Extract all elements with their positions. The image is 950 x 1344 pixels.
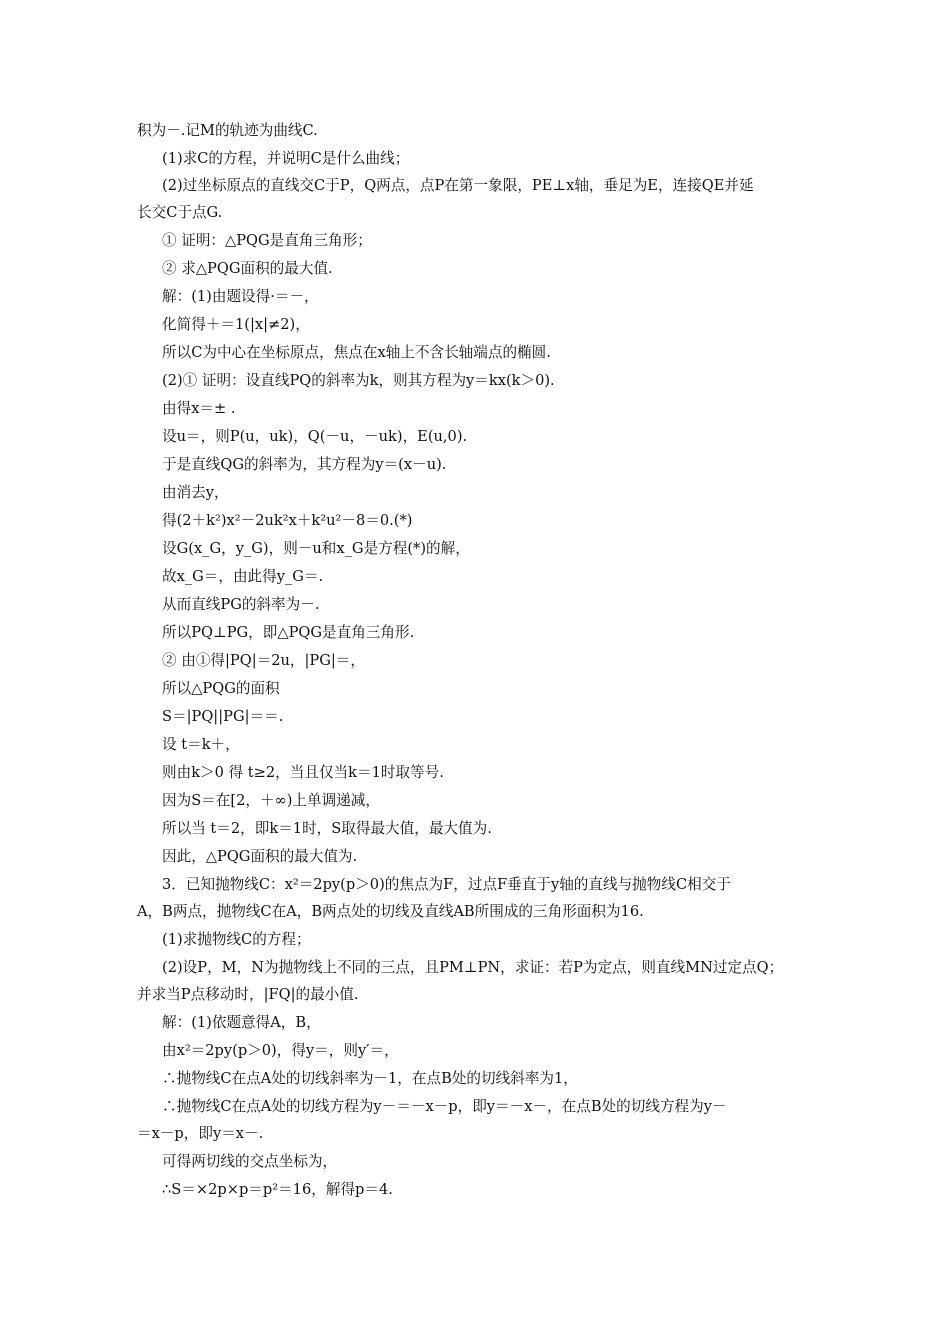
text-line: 所以当 t＝2，即k＝1时，S取得最大值，最大值为. <box>162 820 492 837</box>
text-line: 由得x＝± . <box>162 400 236 417</box>
text-line: (1)求C的方程，并说明C是什么曲线； <box>162 150 410 167</box>
text-line: 化简得＋＝1(|x|≠2)， <box>162 316 310 333</box>
text-line: 得(2＋k²)x²－2uk²x＋k²u²－8＝0.(*) <box>162 512 413 529</box>
text-line: ② 由①得|PQ|＝2u，|PG|＝， <box>162 652 366 669</box>
text-line: 3．已知抛物线C：x²＝2py(p＞0)的焦点为F，过点F垂直于y轴的直线与抛物线C相交于 <box>162 876 731 893</box>
text-line: 于是直线QG的斜率为，其方程为y＝(x－u). <box>162 456 447 473</box>
text-line: 长交C于点G. <box>137 204 223 221</box>
text-line: (2)过坐标原点的直线交C于P，Q两点，点P在第一象限，PE⊥x轴，垂足为E，连接QE并延 <box>162 177 754 194</box>
text-line: ∴S＝×2p×p＝p²＝16，解得p＝4. <box>162 1181 393 1198</box>
text-line: 解：(1)依题意得A，B， <box>162 1014 321 1031</box>
text-line: ① 证明：△PQG是直角三角形； <box>162 232 372 249</box>
text-line: S＝|PQ||PG|＝＝. <box>162 708 284 725</box>
text-line: 可得两切线的交点坐标为， <box>162 1153 338 1170</box>
text-line: ② 求△PQG面积的最大值. <box>162 260 333 277</box>
text-line: 由消去y， <box>162 484 229 501</box>
text-line: 所以PQ⊥PG，即△PQG是直角三角形. <box>162 624 415 641</box>
text-line: 积为－.记M的轨迹为曲线C. <box>137 122 318 139</box>
text-line: 所以C为中心在坐标原点，焦点在x轴上不含长轴端点的椭圆. <box>162 344 551 361</box>
text-line: 设u＝，则P(u，uk)，Q(－u，－uk)，E(u,0). <box>162 428 468 445</box>
text-line: 并求当P点移动时，|FQ|的最小值. <box>137 986 359 1003</box>
text-line: 所以△PQG的面积 <box>162 680 280 697</box>
text-line: 解：(1)由题设得·＝－， <box>162 288 319 305</box>
text-line: ∴抛物线C在点A处的切线斜率为－1，在点B处的切线斜率为1， <box>162 1070 578 1087</box>
text-line: 因为S＝在[2，＋∞)上单调递减， <box>162 792 380 809</box>
text-line: 设G(x_G，y_G)，则－u和x_G是方程(*)的解， <box>162 540 470 557</box>
text-line: (2)① 证明：设直线PQ的斜率为k，则其方程为y＝kx(k＞0). <box>162 372 555 389</box>
text-line: 从而直线PG的斜率为－. <box>162 596 320 613</box>
text-line: (1)求抛物线C的方程； <box>162 931 311 948</box>
text-line: A，B两点，抛物线C在A，B两点处的切线及直线AB所围成的三角形面积为16. <box>137 903 644 920</box>
text-line: 则由k＞0 得 t≥2，当且仅当k＝1时取等号. <box>162 764 444 781</box>
text-line: 设 t＝k＋， <box>162 736 240 753</box>
text-line: 因此，△PQG面积的最大值为. <box>162 848 358 865</box>
text-line: ＝x－p，即y＝x－. <box>137 1125 264 1142</box>
text-line: (2)设P，M，N为抛物线上不同的三点，且PM⊥PN，求证：若P为定点，则直线MN过定点Q； <box>162 959 784 976</box>
text-line: 故x_G＝，由此得y_G＝. <box>162 568 324 585</box>
text-line: ∴抛物线C在点A处的切线方程为y－＝－x－p，即y＝－x－，在点B处的切线方程为y－ <box>162 1098 727 1115</box>
text-line: 由x²＝2py(p＞0)，得y＝，则y′＝， <box>162 1042 399 1059</box>
